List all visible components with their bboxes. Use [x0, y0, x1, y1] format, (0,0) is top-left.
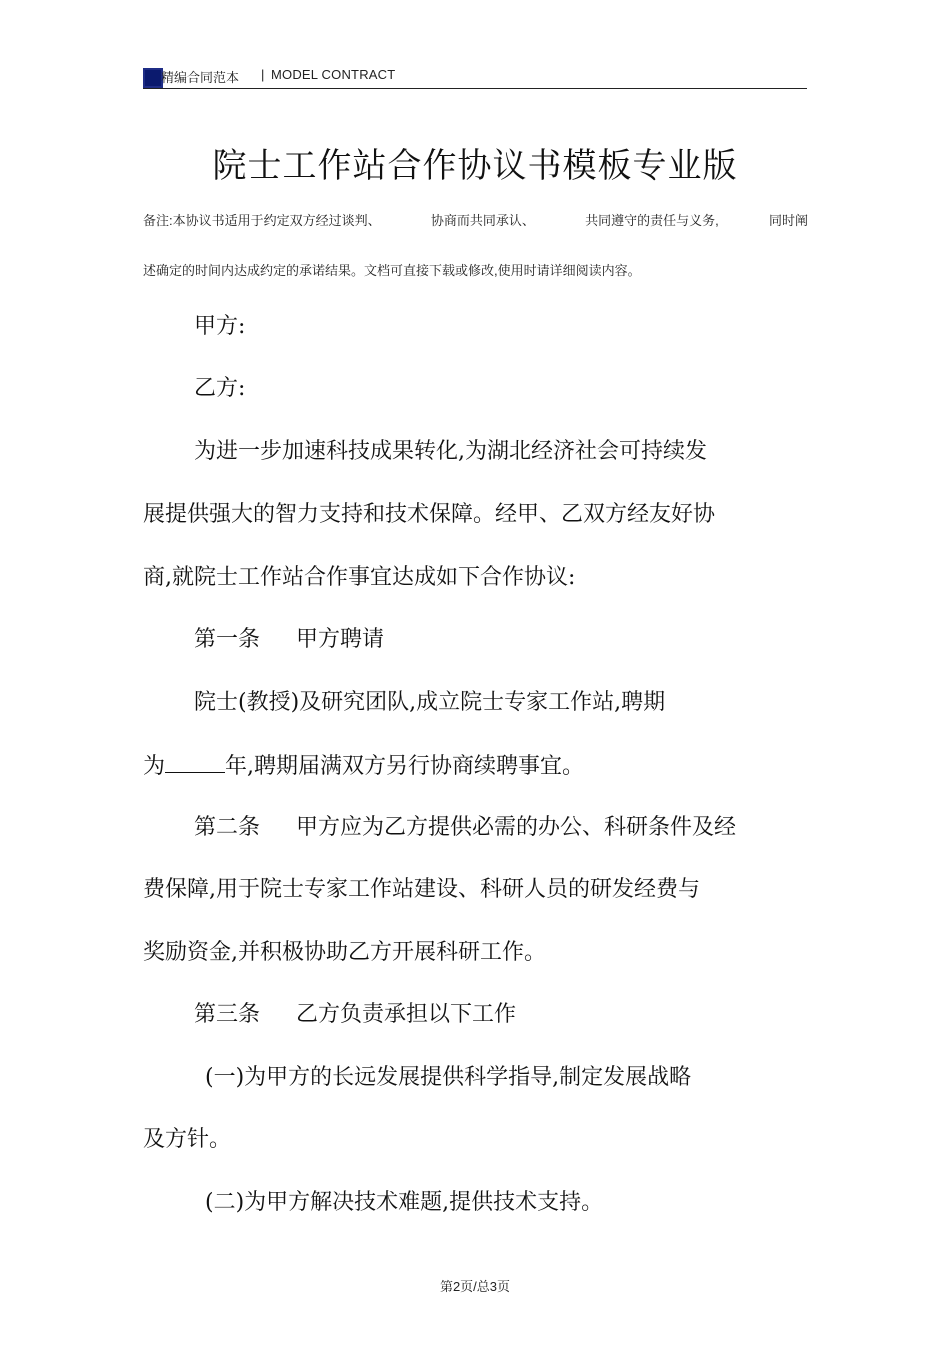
header-brand-cn: 精编合同范本 [161, 70, 240, 85]
header-separator: | [261, 67, 265, 82]
note-part: 备注:本协议书适用于约定双方经过谈判、 [143, 213, 381, 228]
document-title: 院士工作站合作协议书模板专业版 [212, 146, 738, 186]
article-3-label: 第三条 [194, 1002, 261, 1027]
note-part: 共同遵守的责任与义务, [585, 213, 719, 228]
article-2-line-3: 奖励资金,并积极协助乙方开展科研工作。 [143, 940, 546, 965]
article-1-post: 年,聘期届满双方另行协商续聘事宜。 [225, 754, 585, 779]
party-a-label: 甲方: [194, 314, 246, 339]
article-1-line-2 [143, 750, 808, 782]
page-number: 第2页/总3页 [439, 1279, 511, 1294]
article-3-title: 乙方负责承担以下工作 [296, 1002, 517, 1027]
article-1-title: 甲方聘请 [296, 627, 385, 652]
article-2-text: 甲方应为乙方提供必需的办公、科研条件及经 [296, 815, 737, 840]
article-1-pre: 为 [143, 754, 166, 779]
article-1-heading [143, 625, 859, 655]
intro-line-3: 商,就院士工作站合作事宜达成如下合作协议: [143, 565, 576, 590]
item-1-line-2: 及方针。 [143, 1127, 232, 1152]
article-3-heading [143, 1000, 859, 1030]
intro-line-2: 展提供强大的智力支持和技术保障。经甲、乙双方经友好协 [143, 502, 716, 527]
article-2-line-1 [143, 813, 859, 843]
note-line-1 [143, 210, 808, 229]
intro-line-1: 为进一步加速科技成果转化,为湖北经济社会可持续发 [194, 439, 707, 464]
item-1-line-1: (一)为甲方的长远发展提供科学指导,制定发展战略 [205, 1065, 692, 1090]
note-line-2: 述确定的时间内达成约定的承诺结果。文档可直接下载或修改,使用时请详细阅读内容。 [143, 263, 641, 278]
note-part: 同时阐 [768, 213, 808, 228]
note-part: 协商而共同承认、 [430, 213, 535, 228]
article-1-label: 第一条 [194, 627, 261, 652]
article-2-line-2: 费保障,用于院士专家工作站建设、科研人员的研发经费与 [143, 877, 700, 902]
article-1-line-1: 院士(教授)及研究团队,成立院士专家工作站,聘期 [194, 690, 666, 715]
party-b-label: 乙方: [194, 376, 246, 401]
header-brand-en: MODEL CONTRACT [271, 67, 396, 82]
term-blank-field [165, 750, 225, 773]
logo-icon [143, 68, 163, 88]
page-header [143, 64, 807, 89]
article-2-label: 第二条 [194, 815, 261, 840]
item-2: (二)为甲方解决技术难题,提供技术支持。 [205, 1190, 604, 1215]
